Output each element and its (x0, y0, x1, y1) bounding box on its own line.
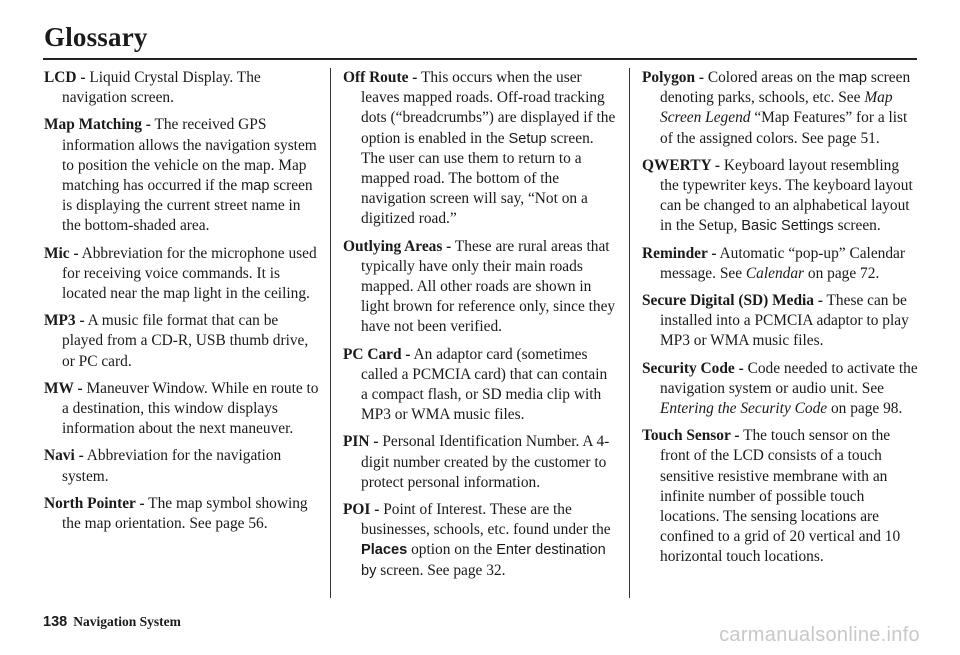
ui-label-map: map (838, 70, 868, 86)
definition-lcd: Liquid Crystal Display. The navigation screen. (62, 69, 261, 107)
entry-off-route (343, 68, 617, 230)
entry-mp3 (44, 311, 320, 372)
page-number: 138 (43, 614, 68, 630)
term-lcd: LCD - (44, 69, 86, 86)
title-rule (43, 58, 917, 60)
entry-security-code (642, 359, 918, 420)
entry-navi (44, 446, 320, 486)
entry-map-matching (44, 115, 320, 236)
column-divider-1 (330, 68, 331, 598)
definition-touch-sensor: The touch sensor on the front of the LCD consists of a touch sensitive resistive membrane with an infinite number of possible touch locations. The sensing locations are confined to a grid of 20 vertical and 10 horizontal touch locations. (660, 427, 901, 566)
term-north-pointer: North Pointer - (44, 494, 145, 512)
term-pin: PIN - (343, 433, 379, 451)
definition-map-matching-part2: screen is displaying the current street name in the bottom-shaded area. (62, 177, 313, 235)
definition-outlying-areas: These are rural areas that typically have only their main roads mapped. All other roads are shown in light brown for reference only, since they have not been verified. (361, 237, 616, 336)
glossary-column-2 (343, 68, 617, 588)
definition-polygon-part1: Colored areas on the (704, 69, 839, 86)
term-reminder: Reminder - (642, 244, 717, 262)
page-footer (43, 614, 181, 630)
entry-outlying-areas (343, 237, 617, 338)
term-outlying-areas: Outlying Areas - (343, 237, 452, 255)
definition-pin: Personal Identification Number. A 4-digit number created by the customer to protect personal information. (361, 433, 610, 491)
definition-navi: Abbreviation for the navigation system. (62, 447, 282, 485)
ui-label-places: Places (361, 542, 408, 559)
definition-qwerty-part2: screen. (833, 217, 881, 235)
entry-touch-sensor (642, 426, 918, 567)
term-mic: Mic - (44, 244, 79, 262)
definition-map-matching-part1: The received GPS information allows the navigation system to position the vehicle on the map. Map matching has occurred if the (62, 116, 317, 195)
glossary-column-1 (44, 68, 320, 541)
entry-mw (44, 379, 320, 440)
term-qwerty: QWERTY - (642, 156, 720, 174)
definition-polygon-part2: screen denoting parks, schools, etc. See (660, 69, 911, 107)
definition-mw: Maneuver Window. While en route to a destination, this window displays information about the next maneuver. (62, 379, 319, 438)
entry-mic (44, 244, 320, 305)
term-pc-card: PC Card - (343, 345, 411, 363)
term-polygon: Polygon - (642, 69, 704, 86)
definition-off-route-part1: This occurs when the user leaves mapped roads. Off-road tracking dots (“breadcrumbs”) are displayed if the option is enabled in the (361, 69, 616, 147)
definition-reminder-part2: on page 72. (804, 264, 880, 282)
entry-lcd (44, 68, 320, 108)
ui-label-enter-destination-by: Enter destination by (361, 542, 606, 579)
definition-poi-part2: option on the (407, 541, 497, 559)
column-divider-2 (629, 68, 630, 598)
term-secure-digital: Secure Digital (SD) Media - (642, 292, 823, 310)
entry-poi (343, 500, 617, 581)
definition-mic: Abbreviation for the microphone used for receiving voice commands. It is located near the map light in the ceiling. (62, 244, 317, 303)
definition-poi-part1: Point of Interest. These are the businesses, schools, etc. found under the (361, 501, 611, 539)
term-navi: Navi - (44, 447, 84, 465)
definition-mp3: A music file format that can be played from a CD-R, USB thumb drive, or PC card. (62, 312, 309, 370)
watermark: carmanualsonline.info (719, 624, 920, 646)
entry-pc-card (343, 345, 617, 426)
entry-pin (343, 432, 617, 493)
definition-pc-card: An adaptor card (sometimes called a PCMCIA card) that can contain a compact flash, or SD media clip with MP3 or WMA music files. (361, 345, 608, 424)
term-poi: POI - (343, 501, 380, 519)
entry-secure-digital (642, 291, 918, 352)
term-map-matching: Map Matching - (44, 116, 151, 134)
reference-entering-security-code: Entering the Security Code (660, 400, 828, 418)
term-off-route: Off Route - (343, 69, 418, 86)
definition-security-code-part2: on page 98. (827, 400, 903, 418)
ui-label-map: map (241, 178, 270, 195)
entry-north-pointer (44, 494, 320, 534)
entry-polygon (642, 68, 918, 149)
ui-label-setup: Setup (508, 130, 547, 147)
reference-map-screen-legend: Map Screen Legend (660, 89, 893, 127)
definition-reminder-part1: Automatic “pop-up” Calendar message. See (660, 244, 906, 282)
definition-qwerty-part1: Keyboard layout resembling the typewriter keys. The keyboard layout can be changed to an alphabetical layout in the Setup, (660, 156, 913, 235)
page-title: Glossary (44, 22, 148, 52)
definition-secure-digital: These can be installed into a PCMCIA adaptor to play MP3 or WMA music files. (660, 292, 909, 350)
term-mw: MW - (44, 379, 83, 397)
definition-poi-part3: screen. See page 32. (376, 561, 506, 579)
term-security-code: Security Code - (642, 359, 744, 377)
term-mp3: MP3 - (44, 312, 85, 330)
term-touch-sensor: Touch Sensor - (642, 427, 740, 445)
definition-security-code-part1: Code needed to activate the navigation system or audio unit. See (660, 359, 918, 397)
entry-reminder (642, 244, 918, 284)
reference-calendar: Calendar (745, 264, 805, 282)
definition-off-route-part2: screen. The user can use them to return to a mapped road. The bottom of the navigation screen will say, “Not on a digitized road.” (361, 129, 594, 228)
footer-label: Navigation System (73, 614, 181, 629)
definition-polygon-part3: “Map Features” for a list of the assigned colors. See page 51. (660, 109, 908, 147)
definition-north-pointer: The map symbol showing the map orientation. See page 56. (62, 494, 308, 533)
ui-label-basic-settings: Basic Settings (741, 218, 834, 235)
glossary-column-3 (642, 68, 918, 575)
entry-qwerty (642, 156, 918, 237)
